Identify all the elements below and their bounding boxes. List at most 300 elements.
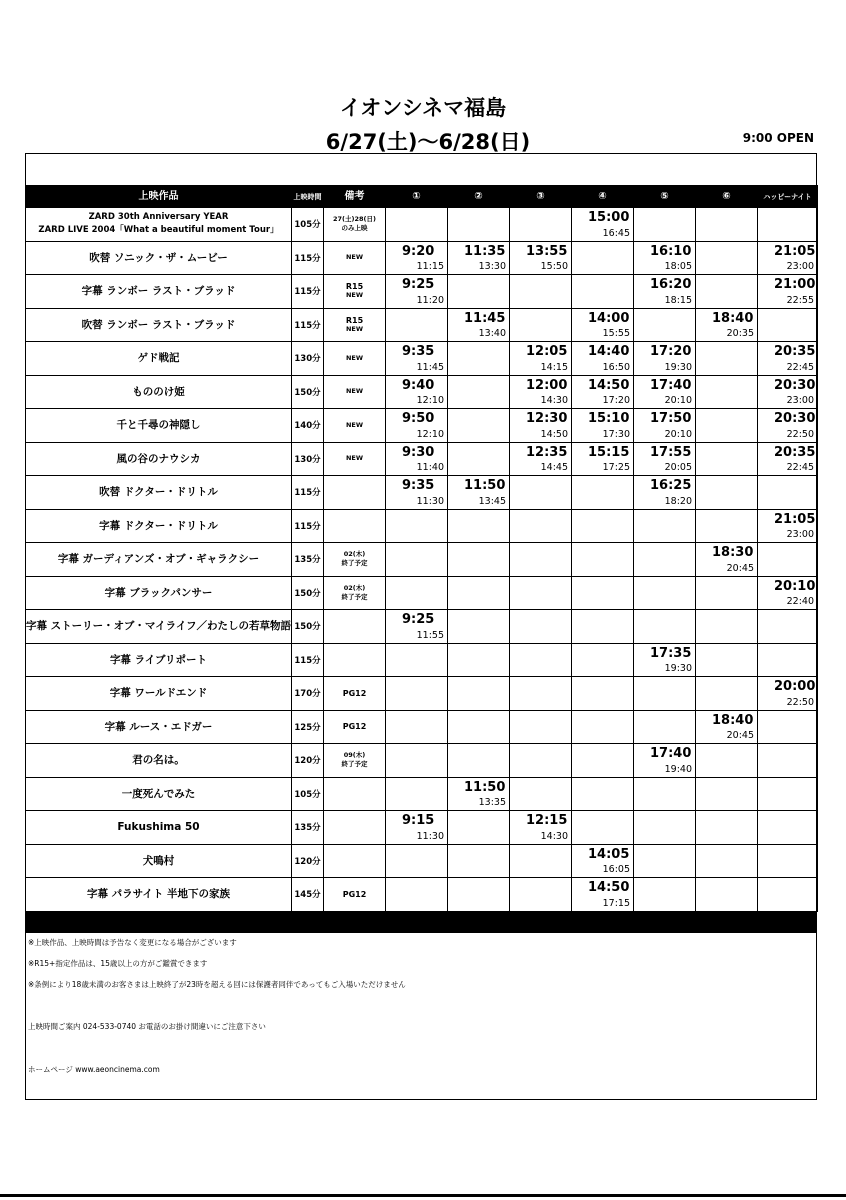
- showtime-screen-3: [510, 241, 572, 275]
- showtime-screen-2: [448, 509, 510, 543]
- showtime-screen-5: [634, 710, 696, 744]
- showtime-happy-night: [758, 442, 818, 476]
- showtime-screen-1: [386, 308, 448, 342]
- showtime-screen-6: [696, 476, 758, 510]
- runtime: 105分: [292, 208, 324, 242]
- movie-title: 字幕 ワールドエンド: [26, 677, 292, 711]
- showtime-screen-6: [696, 275, 758, 309]
- showtime-screen-2: [448, 878, 510, 912]
- start-time: 11:45: [464, 310, 506, 326]
- showtime-screen-3: [510, 509, 572, 543]
- showtime-screen-3: [510, 409, 572, 443]
- table-row: [26, 777, 818, 811]
- showtime-screen-3: [510, 543, 572, 577]
- showtime-screen-3: [510, 342, 572, 376]
- header-screen-4: ④: [572, 186, 634, 208]
- note: 02(木) 終了予定: [324, 576, 386, 610]
- showtime-screen-1: [386, 342, 448, 376]
- bottom-border: [0, 1194, 846, 1197]
- showtime-happy-night: [758, 677, 818, 711]
- showtime-screen-5: [634, 610, 696, 644]
- runtime: 135分: [292, 811, 324, 845]
- end-time: 13:35: [478, 797, 506, 808]
- start-time: 14:40: [588, 344, 630, 359]
- top-blank-area: [26, 154, 816, 185]
- movie-title: 字幕 ランボー ラスト・ブラッド: [26, 275, 292, 309]
- showtime-screen-3: [510, 576, 572, 610]
- showtime-happy-night: [758, 476, 818, 510]
- table-row: [26, 509, 818, 543]
- note: [324, 476, 386, 510]
- showtime-screen-3: [510, 710, 572, 744]
- start-time: 9:25: [402, 277, 435, 292]
- showtime-screen-4: [572, 878, 634, 912]
- showtime-screen-1: [386, 744, 448, 778]
- showtime-screen-3: [510, 275, 572, 309]
- showtime-happy-night: [758, 509, 818, 543]
- showtime-screen-2: [448, 208, 510, 242]
- showtime-screen-1: [386, 543, 448, 577]
- homepage-line: ホームページ www.aeoncinema.com: [28, 1065, 160, 1074]
- runtime: 130分: [292, 342, 324, 376]
- showtime-happy-night: [758, 710, 818, 744]
- showtime-screen-6: [696, 710, 758, 744]
- runtime: 115分: [292, 241, 324, 275]
- showtime-screen-2: [448, 275, 510, 309]
- showtime-screen-2: [448, 710, 510, 744]
- showtime-screen-1: [386, 844, 448, 878]
- end-time: 22:45: [786, 361, 814, 373]
- start-time: 15:15: [588, 444, 630, 460]
- start-time: 20:10: [774, 578, 816, 594]
- end-time: 13:45: [478, 495, 506, 507]
- end-time: 18:05: [664, 261, 692, 272]
- showtime-screen-1: [386, 509, 448, 543]
- table-row: [26, 409, 818, 443]
- start-time: 18:30: [712, 545, 754, 560]
- showtime-screen-2: [448, 375, 510, 409]
- showtime-screen-2: [448, 811, 510, 845]
- showtime-screen-4: [572, 275, 634, 309]
- runtime: 130分: [292, 442, 324, 476]
- showtime-screen-1: [386, 442, 448, 476]
- showtime-screen-6: [696, 777, 758, 811]
- showtime-screen-4: [572, 777, 634, 811]
- schedule-dates: 6/27(土)〜6/28(日): [325, 130, 531, 154]
- runtime: 115分: [292, 476, 324, 510]
- end-time: 17:20: [602, 395, 630, 406]
- start-time: 12:30: [526, 411, 568, 426]
- showtime-screen-4: [572, 241, 634, 275]
- showtime-screen-1: [386, 409, 448, 443]
- table-row: [26, 878, 818, 912]
- contact-line: 上映時間ご案内 024-533-0740 お電話のお掛け間違いにご注意下さい: [28, 1022, 266, 1031]
- showtime-happy-night: [758, 744, 818, 778]
- showtime-happy-night: [758, 610, 818, 644]
- runtime: 115分: [292, 308, 324, 342]
- open-time: 9:00 OPEN: [742, 131, 814, 145]
- showtime-screen-3: [510, 811, 572, 845]
- showtime-happy-night: [758, 543, 818, 577]
- showtime-screen-2: [448, 677, 510, 711]
- header-title: 上映作品: [26, 186, 292, 208]
- end-time: 16:45: [602, 227, 630, 239]
- showtime-screen-5: [634, 442, 696, 476]
- showtime-screen-6: [696, 308, 758, 342]
- showtime-happy-night: [758, 576, 818, 610]
- showtime-screen-4: [572, 342, 634, 376]
- end-time: 19:30: [664, 663, 692, 674]
- showtime-screen-2: [448, 844, 510, 878]
- showtime-screen-4: [572, 643, 634, 677]
- showtime-screen-4: [572, 442, 634, 476]
- table-row: [26, 241, 818, 275]
- showtime-screen-3: [510, 643, 572, 677]
- showtime-happy-night: [758, 208, 818, 242]
- end-time: 18:15: [664, 294, 692, 306]
- showtime-screen-4: [572, 308, 634, 342]
- showtime-screen-5: [634, 308, 696, 342]
- note: [324, 509, 386, 543]
- note: 02(木) 終了予定: [324, 543, 386, 577]
- showtime-happy-night: [758, 878, 818, 912]
- table-row: [26, 576, 818, 610]
- header-screen-3: ③: [510, 186, 572, 208]
- start-time: 20:30: [774, 411, 816, 426]
- movie-title: 字幕 ライブリポート: [26, 643, 292, 677]
- showtime-screen-6: [696, 442, 758, 476]
- end-time: 20:45: [726, 562, 754, 574]
- note: NEW: [324, 342, 386, 376]
- end-time: 11:40: [416, 462, 444, 473]
- runtime: 120分: [292, 844, 324, 878]
- end-time: 11:30: [416, 495, 444, 507]
- showtime-screen-1: [386, 777, 448, 811]
- showtime-screen-4: [572, 208, 634, 242]
- showtime-screen-2: [448, 576, 510, 610]
- showtime-screen-5: [634, 643, 696, 677]
- runtime: 115分: [292, 275, 324, 309]
- showtime-screen-3: [510, 878, 572, 912]
- table-row: [26, 677, 818, 711]
- showtime-screen-2: [448, 409, 510, 443]
- end-time: 11:55: [416, 629, 444, 641]
- header-screen-1: ①: [386, 186, 448, 208]
- table-row: [26, 375, 818, 409]
- showtime-happy-night: [758, 643, 818, 677]
- showtime-screen-5: [634, 342, 696, 376]
- movie-title: 字幕 パラサイト 半地下の家族: [26, 878, 292, 912]
- header-happy-night: ハッピーナイト: [758, 186, 818, 208]
- showtime-happy-night: [758, 342, 818, 376]
- start-time: 20:35: [774, 344, 816, 359]
- end-time: 22:50: [786, 696, 814, 708]
- end-time: 20:05: [664, 462, 692, 473]
- end-time: 23:00: [786, 261, 814, 272]
- showtime-screen-5: [634, 777, 696, 811]
- showtime-screen-6: [696, 610, 758, 644]
- end-time: 16:05: [602, 864, 630, 875]
- showtime-happy-night: [758, 275, 818, 309]
- table-row: [26, 844, 818, 878]
- schedule-table: [25, 185, 818, 912]
- start-time: 17:40: [650, 377, 692, 393]
- header-screen-5: ⑤: [634, 186, 696, 208]
- table-row: [26, 208, 818, 242]
- end-time: 22:45: [786, 462, 814, 473]
- end-time: 19:30: [664, 361, 692, 373]
- end-time: 20:35: [726, 328, 754, 339]
- showtime-screen-5: [634, 509, 696, 543]
- table-row: [26, 308, 818, 342]
- end-time: 19:40: [664, 763, 692, 775]
- end-time: 15:50: [540, 261, 568, 272]
- showtime-screen-6: [696, 744, 758, 778]
- showtime-screen-3: [510, 476, 572, 510]
- showtime-happy-night: [758, 375, 818, 409]
- note: 09(木) 終了予定: [324, 744, 386, 778]
- start-time: 15:00: [588, 210, 630, 225]
- table-row: [26, 811, 818, 845]
- note: R15 NEW: [324, 275, 386, 309]
- showtime-screen-5: [634, 744, 696, 778]
- showtime-screen-4: [572, 543, 634, 577]
- showtime-screen-1: [386, 677, 448, 711]
- runtime: 120分: [292, 744, 324, 778]
- runtime: 150分: [292, 576, 324, 610]
- showtime-screen-3: [510, 208, 572, 242]
- end-time: 11:45: [416, 361, 444, 373]
- start-time: 17:20: [650, 344, 692, 359]
- movie-title: 吹替 ソニック・ザ・ムービー: [26, 241, 292, 275]
- showtime-screen-2: [448, 442, 510, 476]
- movie-title: 字幕 ドクター・ドリトル: [26, 509, 292, 543]
- showtime-screen-3: [510, 677, 572, 711]
- table-row: [26, 275, 818, 309]
- start-time: 17:35: [650, 645, 692, 661]
- start-time: 9:20: [402, 243, 435, 259]
- start-time: 17:50: [650, 411, 692, 426]
- showtime-screen-1: [386, 643, 448, 677]
- note: [324, 811, 386, 845]
- showtime-screen-1: [386, 275, 448, 309]
- movie-title: 千と千尋の神隠し: [26, 409, 292, 443]
- start-time: 20:00: [774, 679, 816, 694]
- showtime-screen-4: [572, 710, 634, 744]
- showtime-screen-4: [572, 476, 634, 510]
- showtime-screen-2: [448, 744, 510, 778]
- end-time: 14:45: [540, 462, 568, 473]
- end-time: 11:30: [416, 830, 444, 842]
- showtime-screen-2: [448, 643, 510, 677]
- notice-line-3: ※条例により18歳未満のお客さまは上映終了が23時を超える回には保護者同伴であってもご入場いただけません: [28, 980, 406, 989]
- notice-line-1: ※上映作品、上映時間は予告なく変更になる場合がございます: [28, 938, 237, 947]
- movie-title: 吹替 ドクター・ドリトル: [26, 476, 292, 510]
- header-screen-2: ②: [448, 186, 510, 208]
- note: [324, 844, 386, 878]
- showtime-screen-2: [448, 476, 510, 510]
- start-time: 14:50: [588, 377, 630, 393]
- showtime-screen-6: [696, 509, 758, 543]
- start-time: 9:50: [402, 411, 435, 426]
- end-time: 14:30: [540, 830, 568, 842]
- runtime: 150分: [292, 610, 324, 644]
- showtime-screen-4: [572, 610, 634, 644]
- showtime-screen-3: [510, 308, 572, 342]
- showtime-screen-5: [634, 208, 696, 242]
- end-time: 17:25: [602, 462, 630, 473]
- movie-title: 字幕 ストーリー・オブ・マイライフ／わたしの若草物語: [26, 610, 292, 644]
- showtime-screen-3: [510, 375, 572, 409]
- start-time: 21:05: [774, 243, 816, 259]
- showtime-screen-5: [634, 476, 696, 510]
- showtime-screen-5: [634, 409, 696, 443]
- start-time: 12:15: [526, 813, 568, 828]
- end-time: 22:40: [786, 596, 814, 607]
- showtime-screen-4: [572, 409, 634, 443]
- showtime-screen-5: [634, 241, 696, 275]
- showtime-screen-3: [510, 844, 572, 878]
- end-time: 13:40: [478, 328, 506, 339]
- showtime-happy-night: [758, 241, 818, 275]
- start-time: 21:05: [774, 511, 816, 527]
- note: PG12: [324, 710, 386, 744]
- start-time: 12:35: [526, 444, 568, 460]
- movie-title: 君の名は。: [26, 744, 292, 778]
- end-time: 23:00: [786, 529, 814, 540]
- movie-title: 字幕 ルース・エドガー: [26, 710, 292, 744]
- showtime-screen-1: [386, 610, 448, 644]
- showtime-screen-6: [696, 811, 758, 845]
- showtime-screen-1: [386, 476, 448, 510]
- start-time: 16:25: [650, 478, 692, 493]
- table-row: [26, 710, 818, 744]
- start-time: 20:30: [774, 377, 816, 393]
- showtime-screen-3: [510, 744, 572, 778]
- end-time: 16:50: [602, 361, 630, 373]
- table-row: [26, 744, 818, 778]
- showtime-screen-5: [634, 811, 696, 845]
- start-time: 17:40: [650, 746, 692, 761]
- showtime-screen-5: [634, 677, 696, 711]
- showtime-screen-4: [572, 744, 634, 778]
- end-time: 14:15: [540, 361, 568, 373]
- start-time: 11:35: [464, 243, 506, 259]
- runtime: 115分: [292, 509, 324, 543]
- showtime-happy-night: [758, 844, 818, 878]
- runtime: 105分: [292, 777, 324, 811]
- note: NEW: [324, 442, 386, 476]
- showtime-screen-1: [386, 878, 448, 912]
- note: R15 NEW: [324, 308, 386, 342]
- start-time: 11:50: [464, 779, 506, 795]
- start-time: 21:00: [774, 277, 816, 292]
- note: 27(土)28(日) のみ上映: [324, 208, 386, 242]
- movie-title: Fukushima 50: [26, 811, 292, 845]
- end-time: 22:55: [786, 294, 814, 306]
- start-time: 9:30: [402, 444, 435, 460]
- end-time: 18:20: [664, 495, 692, 507]
- showtime-screen-5: [634, 576, 696, 610]
- showtime-screen-5: [634, 844, 696, 878]
- start-time: 14:05: [588, 846, 630, 862]
- showtime-screen-5: [634, 275, 696, 309]
- start-time: 9:15: [402, 813, 435, 828]
- showtime-screen-2: [448, 610, 510, 644]
- end-time: 12:10: [416, 428, 444, 440]
- showtime-screen-2: [448, 342, 510, 376]
- movie-title: 吹替 ランボー ラスト・ブラッド: [26, 308, 292, 342]
- runtime: 145分: [292, 878, 324, 912]
- showtime-screen-2: [448, 308, 510, 342]
- showtime-screen-6: [696, 576, 758, 610]
- showtime-screen-6: [696, 208, 758, 242]
- movie-title: もののけ姫: [26, 375, 292, 409]
- runtime: 125分: [292, 710, 324, 744]
- movie-title: 字幕 ブラックパンサー: [26, 576, 292, 610]
- showtime-screen-4: [572, 576, 634, 610]
- movie-title: ゲド戦記: [26, 342, 292, 376]
- showtime-happy-night: [758, 409, 818, 443]
- runtime: 150分: [292, 375, 324, 409]
- showtime-screen-6: [696, 543, 758, 577]
- note: NEW: [324, 241, 386, 275]
- start-time: 18:40: [712, 310, 754, 326]
- movie-title: 字幕 ガーディアンズ・オブ・ギャラクシー: [26, 543, 292, 577]
- showtime-screen-1: [386, 811, 448, 845]
- table-row: [26, 643, 818, 677]
- showtime-screen-6: [696, 643, 758, 677]
- showtime-screen-6: [696, 409, 758, 443]
- end-time: 14:50: [540, 428, 568, 440]
- showtime-screen-4: [572, 811, 634, 845]
- showtime-screen-1: [386, 241, 448, 275]
- end-time: 15:55: [602, 328, 630, 339]
- table-row: [26, 543, 818, 577]
- table-row: [26, 476, 818, 510]
- start-time: 9:40: [402, 377, 435, 393]
- note: NEW: [324, 375, 386, 409]
- start-time: 9:35: [402, 478, 435, 493]
- showtime-screen-4: [572, 677, 634, 711]
- table-row: [26, 442, 818, 476]
- note: PG12: [324, 878, 386, 912]
- start-time: 18:40: [712, 712, 754, 728]
- showtime-screen-5: [634, 543, 696, 577]
- showtime-screen-6: [696, 241, 758, 275]
- showtime-screen-3: [510, 777, 572, 811]
- start-time: 15:10: [588, 411, 630, 426]
- showtime-screen-5: [634, 878, 696, 912]
- showtime-screen-2: [448, 777, 510, 811]
- table-header-row: [26, 186, 818, 208]
- showtime-screen-5: [634, 375, 696, 409]
- movie-title: 風の谷のナウシカ: [26, 442, 292, 476]
- end-time: 22:50: [786, 428, 814, 440]
- start-time: 12:05: [526, 344, 568, 359]
- table-row: [26, 610, 818, 644]
- end-time: 14:30: [540, 395, 568, 406]
- runtime: 170分: [292, 677, 324, 711]
- showtime-happy-night: [758, 308, 818, 342]
- note: PG12: [324, 677, 386, 711]
- footer-bar: [25, 912, 817, 933]
- runtime: 115分: [292, 643, 324, 677]
- end-time: 17:15: [602, 897, 630, 909]
- movie-title: ZARD 30th Anniversary YEAR ZARD LIVE 2004「What a beautiful moment Tour」: [26, 208, 292, 242]
- end-time: 12:10: [416, 395, 444, 406]
- showtime-screen-4: [572, 509, 634, 543]
